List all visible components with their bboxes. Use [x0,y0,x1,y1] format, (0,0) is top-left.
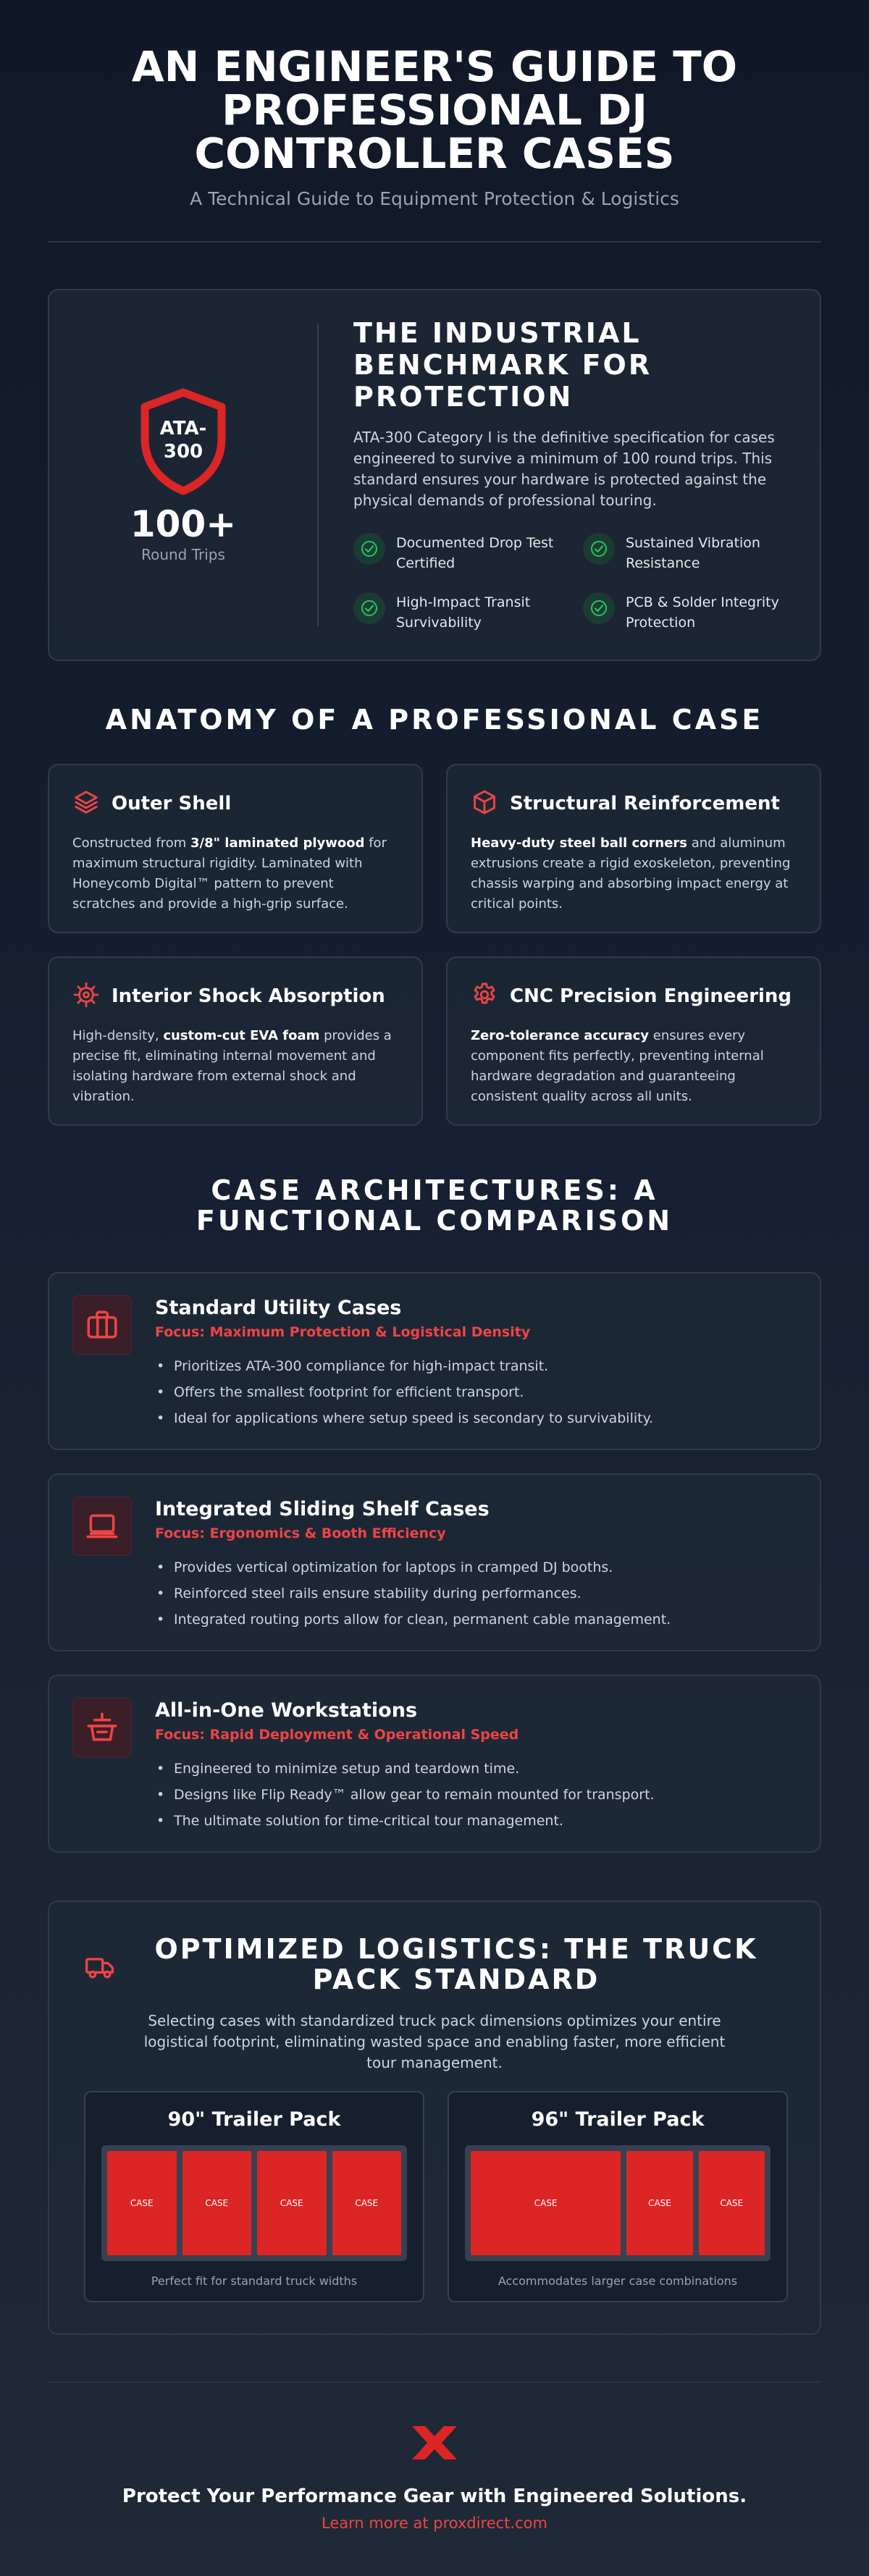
anatomy-grid [48,764,821,1126]
check-item [583,592,791,633]
case-block-wide: CASE [471,2151,621,2255]
logistics-section [48,1901,821,2335]
list-item: • The ultimate solution for time-critical tour management. [155,1808,655,1834]
case-block: CASE [626,2151,692,2255]
case-block: CASE [699,2151,765,2255]
architecture-title: Standard Utility Cases [155,1297,402,1319]
architecture-title: All-in-One Workstations [155,1699,418,1722]
logistics-title: OPTIMIZED LOGISTICS: THE TRUCK PACK STANDARD [154,1933,758,1995]
list-item: • Reinforced steel rails ensure stability during performances. [155,1580,671,1607]
briefcase-icon [72,1295,132,1355]
feature-title: Outer Shell [112,793,232,815]
feature-text: Constructed from 3/8" laminated plywood for maximum structural rigidity. Laminated with Honeycomb Digital™ pattern to prevent scratches and provide a high-grip surface. [72,835,387,912]
trailer-pack-caption: Accommodates larger case combinations [498,2274,738,2288]
ata-content [319,317,820,633]
check-item [353,533,561,573]
cube-icon [471,788,498,819]
feature-title: Interior Shock Absorption [112,985,385,1007]
check-circle-icon [583,592,615,624]
ata-stat-label: Round Trips [141,546,225,563]
check-label: High-Impact Transit Survivability [396,594,531,631]
trailer-diagram [101,2145,407,2261]
ata-badge-panel [49,387,317,563]
logistics-description: Selecting cases with standardized truck pack dimensions optimizes your entire logistical footprint, eliminating wasted space and enabling faster, more efficient tour management. [143,2012,726,2071]
gear-icon [471,981,498,1011]
list-item: • Engineered to minimize setup and teardown time. [155,1756,655,1782]
feature-text: Zero-tolerance accuracy ensures every component fits perfectly, preventing internal hardware degradation and guaranteeing consistent quality across all units. [471,1028,764,1104]
check-circle-icon [353,533,385,565]
case-block: CASE [107,2151,177,2255]
feature-card [48,764,423,933]
feature-title: Structural Reinforcement [510,793,780,815]
check-label: PCB & Solder Integrity Protection [626,594,779,631]
architecture-focus: Focus: Maximum Protection & Logistical Density [155,1324,531,1340]
list-item: • Offers the smallest footprint for efficient transport. [155,1379,653,1405]
ata-stat-value: 100+ [130,503,237,545]
list-item: • Prioritizes ATA-300 compliance for high-impact transit. [155,1353,653,1379]
check-circle-icon [353,592,385,624]
target-gear-icon [72,981,100,1011]
workstation-icon [72,1698,132,1757]
anatomy-title: ANATOMY OF A PROFESSIONAL CASE [105,704,764,736]
ata-body: ATA-300 Category I is the definitive specification for cases engineered to survive a minimum of 100 round trips. This standard ensures your hardware is protected against the physical demands of professional touring. [353,429,775,509]
architecture-points [155,1353,653,1431]
architecture-points [155,1554,671,1633]
architecture-points [155,1756,655,1834]
shield-icon [136,387,230,495]
trailer-packs [84,2091,785,2302]
feature-text: High-density, custom-cut EVA foam provides a precise fit, eliminating internal movement and isolating hardware from external shock and vibration. [72,1028,392,1104]
trailer-pack-title: 96" Trailer Pack [531,2108,705,2131]
architecture-card [48,1473,821,1651]
ata-badge-label: ATA- 300 [159,418,207,463]
architecture-focus: Focus: Rapid Deployment & Operational Speed [155,1727,519,1743]
truck-icon [84,1951,116,1986]
page-subtitle: A Technical Guide to Equipment Protection & Logistics [190,188,679,209]
x-logo-icon [409,2425,460,2461]
check-item [353,592,561,633]
case-block: CASE [332,2151,402,2255]
footer-tagline: Protect Your Performance Gear with Engineered Solutions. [122,2485,747,2507]
feature-text: Heavy-duty steel ball corners and aluminum extrusions create a rigid exoskeleton, preventing chassis warping and absorbing impact energy at critical points. [471,835,791,912]
architectures-title: CASE ARCHITECTURES: A FUNCTIONAL COMPARISON [196,1174,673,1237]
ata-check-list [353,533,791,633]
case-block: CASE [182,2151,252,2255]
case-block: CASE [257,2151,327,2255]
trailer-pack-card [84,2091,424,2302]
list-item: • Ideal for applications where setup speed is secondary to survivability. [155,1405,653,1431]
feature-card [446,764,821,933]
feature-title: CNC Precision Engineering [510,985,792,1007]
divider [48,241,821,243]
check-circle-icon [583,533,615,565]
trailer-pack-caption: Perfect fit for standard truck widths [151,2274,358,2288]
trailer-pack-title: 90" Trailer Pack [167,2108,341,2131]
feature-card [446,956,821,1126]
layers-icon [72,788,100,819]
check-item [583,533,791,573]
ata-section [48,289,821,661]
check-label: Documented Drop Test Certified [396,535,554,571]
list-item: • Integrated routing ports allow for clean, permanent cable management. [155,1607,671,1633]
architecture-focus: Focus: Ergonomics & Booth Efficiency [155,1525,446,1541]
trailer-diagram [465,2145,771,2261]
footer [48,2383,821,2532]
architecture-title: Integrated Sliding Shelf Cases [155,1498,490,1520]
architecture-card [48,1272,821,1450]
list-item: • Designs like Flip Ready™ allow gear to remain mounted for transport. [155,1782,655,1808]
laptop-icon [72,1497,132,1556]
footer-link[interactable]: Learn more at proxdirect.com [322,2514,547,2532]
feature-card [48,956,423,1126]
architecture-card [48,1675,821,1853]
ata-heading: THE INDUSTRIAL BENCHMARK FOR PROTECTION [353,317,652,413]
check-label: Sustained Vibration Resistance [626,535,760,571]
list-item: • Provides vertical optimization for laptops in cramped DJ booths. [155,1554,671,1580]
hero [48,0,821,209]
page-title: AN ENGINEER'S GUIDE TO PROFESSIONAL DJ CONTROLLER CASES [131,42,738,178]
trailer-pack-card [448,2091,788,2302]
